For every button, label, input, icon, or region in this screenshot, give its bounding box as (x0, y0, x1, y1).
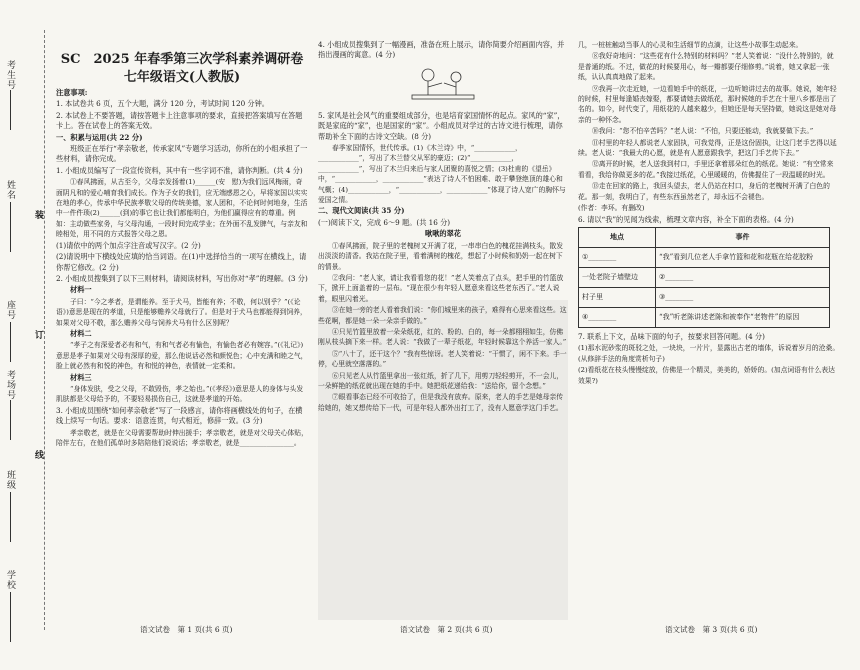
text-paragraph: 4. 小组成员搜集到了一幅漫画，准备在班上展示，请你简要介绍画面内容，并指出漫画的寓意。(4 分) (318, 40, 565, 60)
text-paragraph: 5. 家风是社会风气的重要组成部分，也是培育家国情怀的起点。家风的“家”，既是家庭的“家”，也是国家的“家”。小组成员对学过的古诗文进行梳理，请你帮助补全下面的古诗文空缺。(8 分) (318, 110, 565, 141)
school-label: 学校 (5, 570, 15, 590)
table-cell: ①________ (579, 247, 656, 267)
table-cell: 村子里 (579, 287, 656, 307)
seat-line (10, 322, 11, 362)
cartoon-illustration (408, 63, 478, 109)
page-1-column (56, 40, 308, 449)
page-footer-1: 语文试卷 第 1 页(共 6 页) (140, 625, 233, 634)
cut-mark-2: 订 (33, 330, 43, 340)
text-paragraph: 二、现代文阅读(共 35 分) (318, 206, 405, 216)
text-paragraph: ④只见竹篮里放着一朵朵纸花，红的、粉的、白的，每一朵都栩栩如生，仿佛刚从枝头摘下来一样。老人说：“我做了一辈子纸花，年轻时候靠这个养活一家人。” (318, 327, 567, 347)
sketch-stroke (444, 83, 456, 87)
text-paragraph: 材料二 (70, 328, 92, 338)
text-paragraph: 几，一桩桩触动当事人的心灵和生活细节的点滴，让这些小故事生动起来。 (578, 41, 803, 49)
table-cell: ④________ (579, 307, 656, 327)
text-paragraph: ⑨我再一次走近她，一边看她手中的纸花，一边听她讲过去的故事。她说，她年轻的时候，村里每逢婚丧嫁娶，都要请她去做纸花，那时候她的手艺在十里八乡都是出了名的。如今，时代变了，用纸花的人越来越少，但她还是每天坚持做，她说这是她对母亲的一种怀念。 (578, 84, 837, 124)
text-paragraph: “身体发肤，受之父母，不敢毁伤，孝之始也。”(《孝经》)意思是人的身体与头发肌肤都是父母给予的，不要轻易损伤自己，这就是孝道的开始。 (56, 384, 304, 404)
page-3-column (578, 40, 840, 387)
text-paragraph: 2. 本试卷上不要答题，请按答题卡上注意事项的要求，直接把答案填写在答题卡上。答在试卷上的答案无效。 (56, 110, 303, 131)
table-cell: “我”听老陈讲述老陈和被奉作“老物件”的原因 (656, 307, 830, 327)
text-paragraph: ②我问：“老人家，请让我看看您的花！”老人笑着点了点头，把手里的竹篮放下，掀开上面盖着的一层布。“现在很少有年轻人愿意来看这些老东西了。”老人说着，眼里闪着光。 (318, 273, 564, 303)
exam-no-label: 考生号 (5, 60, 15, 90)
page-footer-2: 语文试卷 第 2 页(共 6 页) (400, 625, 493, 634)
cut-mark-3: 线 (33, 450, 43, 460)
events-table (578, 227, 830, 328)
page-1-content (56, 88, 308, 448)
text-paragraph: ③在她一旁的老人看着我们说：“你们城里来的孩子，难得有心思来看这些。这些花啊，都是她一朵一朵亲手做的。” (318, 306, 567, 325)
text-paragraph: ⑩我问：“您不怕辛苦吗？”老人说：“不怕，只要还能动，我就要做下去。” (592, 127, 814, 136)
cut-mark-1: 装 (33, 210, 43, 220)
text-paragraph: ⑪村里的年轻人都说老人家固执，可我觉得，正是这份固执，让这门老手艺得以延续。老人说：“我最大的心愿，就是有人愿意跟我学，把这门手艺传下去。” (578, 138, 837, 158)
text-paragraph: ⑧我好奇地问：“这些花有什么特别的材料吗？”老人笑着说：“没什么特别的，就是普通的纸。不过，做花的时候要用心，每一瓣都要仔细修剪。”说着，她又拿起一张纸，认认真真地做了起来。 (578, 52, 834, 82)
table-header-cell: 地点 (579, 227, 656, 247)
cut-line (44, 30, 45, 630)
text-paragraph: 3. 小组成员围绕“如何孝亲敬老”写了一段感言，请你将画横线处的句子，在横线上续写一句话。要求：语意连贯，句式相近，修辞一致。(3 分) (56, 405, 303, 426)
text-paragraph: (2)看纸花在枝头慢慢绽放，仿佛是一个精灵，美美的，娇娇的。(加点词语有什么表达效果?) (578, 366, 835, 385)
text-paragraph: 子曰：“今之孝者，是谓能养。至于犬马，皆能有养；不敬，何以别乎？”(《论语》)意思是现在的孝道，只是能够赡养父母就行了。但是对于犬马也都能得到饲养，如果对父母不敬，那么赡养父母与饲养犬马有什么区别呢？ (56, 297, 307, 327)
text-paragraph: 材料一 (70, 285, 92, 295)
seat-label: 座号 (5, 300, 15, 320)
room-line (10, 400, 11, 440)
text-paragraph: 注意事项: (56, 88, 88, 97)
name-line (10, 202, 11, 252)
table-row (579, 307, 830, 327)
text-paragraph: 7. 联系上下文，品味下面的句子，按要求回答问题。(4 分) (578, 331, 765, 341)
school-line (10, 592, 11, 642)
page-3-content (578, 40, 840, 386)
text-paragraph: ⑦眼看事态已经不可收拾了，但是我没有放弃。原来，老人的手艺是她母亲传给她的，她又想传给下一代，可是年轻人都外出打工了，没有人愿意学这门手艺。 (318, 393, 564, 412)
text-paragraph: ⑥只见老人从竹篮里拿出一张红纸，折了几下，用剪刀轻轻剪开，不一会儿，一朵鲜艳的纸花就出现在她的手中。她把纸花递给我：“送给你，留个念想。” (318, 371, 564, 390)
table-header-cell: 事件 (656, 227, 830, 247)
text-paragraph: (作者：李环。有删改) (578, 204, 645, 213)
text-paragraph: ⑬走在回家的路上，我回头望去，老人仍站在村口，身后的老槐树开满了白色的花。那一刻，我明白了，有些东西虽然老了，却永远不会褪色。 (578, 182, 830, 201)
room-label: 考场号 (5, 370, 15, 400)
sketch-stroke (422, 69, 434, 81)
text-paragraph: 孝亲敬老，就是在父母需要帮助时伸出援手；孝亲敬老，就是对父母关心体贴，陪伴左右，在他们孤单时多陪陪他们说说话；孝亲敬老，就是________________。 (56, 428, 308, 447)
text-paragraph: 班级正在举行“孝亲敬老，传承家风”专题学习活动，你所在的小组承担了一些材料，请你完成。 (56, 144, 308, 164)
table-row (579, 287, 830, 307)
table-cell: ②________ (656, 267, 830, 287)
sketch-stroke (428, 83, 442, 87)
class-line (10, 492, 11, 542)
text-paragraph: 1. 本试卷共 6 页，五个大题，满分 120 分，考试时间 120 分钟。 (56, 99, 269, 109)
text-paragraph: (1)那水泥砂浆的斑驳之处，一块块，一片片，显露出古老的墙体，诉说着岁月的沧桑。(从修辞手法的角度赏析句子) (578, 344, 840, 363)
sketch-stroke (451, 72, 461, 82)
text-paragraph: ⑫离开的时候，老人送我到村口，手里还拿着那朵红色的纸花。她说：“有空常来看看，我给你做更多的花。”我接过纸花，心里暖暖的，仿佛握住了一段温暖的时光。 (578, 160, 834, 179)
text-paragraph: ①春风拂面，院子里的老槐树又开满了花，一串串白色的槐花挂满枝头，散发出淡淡的清香。我站在院子里，看着满树的槐花，想起了小时候和奶奶一起在树下的情景。 (318, 241, 564, 271)
text-paragraph: 1. 小组成员编写了一段宣传资料，其中有一些字词不准，请你判断。(共 4 分) (56, 165, 303, 175)
text-paragraph: 啾啾的翠花 (425, 229, 461, 239)
name-label: 姓名 (5, 180, 15, 200)
text-paragraph: ⑤“八十了，还干这个？”我有些惊讶。老人笑着说：“干惯了，闲不下来。手一停，心里就空落落的。” (318, 349, 567, 369)
text-paragraph: (1)请依中的两个加点字注音或写汉字。(2 分) (56, 240, 201, 250)
sketch-stroke (412, 95, 474, 99)
text-paragraph: ①春风拂面，从古至今，父母亲发扬着(1)______(安 慰)为我们远风梅雨，奇面阴凡和的爱心哺育我们成长。作为子女的我们，应无端感恩之心，早将家国以实实在地的孝心，传承中华民族孝敬父母的传统美德，家人团和，不论何时何地身，生活中一件件琐(2)______(到)的事它也让我们都能明白，为他们赢得应有的尊重。例如：主动做些家务，与父母沟通，一段时间完成学业；在外面不乱发脾气，与亲友和睦相处，用不同的方式报答父母之恩。 (56, 178, 308, 239)
text-paragraph: “孝子之有深爱者必有和气，有和气者必有愉色，有愉色者必有婉容。”(《礼记》)意思是孝子如果对父母有深厚的爱，那么他说话必然和颜悦色；心中充满和睦之气，脸上就必然有和悦的神色，有和悦的神色，表情就一定柔和。 (56, 341, 308, 371)
table-cell: “我”看到几位老人手拿竹篮和花和花瓶在给花胶粉 (656, 247, 830, 267)
table-cell: 一处老院子墙壁边 (579, 267, 656, 287)
exam-subtitle: 七年级语文(人教版) (123, 70, 241, 85)
text-paragraph: 春季家国情怀，世代传承。(1)《木兰诗》中，“____________，____________”，写出了木兰替父从军的豪迈；(2)“____________，____________”，写出了木兰归来后与家人团聚的喜悦之情；(3)杜甫的《望岳》中，“____________，____________”表达了诗人不怕困难、敢于攀登绝顶的雄心和气概；(4)____________，“____________，____________”体现了诗人宽广的胸怀与爱国之情。 (318, 144, 566, 205)
text-paragraph: 材料三 (70, 372, 92, 382)
table-row (579, 267, 830, 287)
text-paragraph: (一)阅读下文，完成 6～9 题。(共 16 分) (318, 217, 451, 227)
table-cell: ③________ (656, 287, 830, 307)
table-row (579, 247, 830, 267)
text-paragraph: 2. 小组成员搜集到了以下三则材料，请阅读材料，写出你对“孝”的理解。(3 分) (56, 273, 308, 283)
page-footer-3: 语文试卷 第 3 页(共 6 页) (665, 625, 758, 634)
reading-passage-shade (318, 300, 568, 620)
class-label: 班级 (5, 470, 15, 490)
text-paragraph: 一、积累与运用(共 22 分) (56, 132, 143, 142)
exam-title: SC 2025 年春季第三次学科素养调研卷 (60, 52, 304, 67)
text-paragraph: (2)请说明中下横线处应填的恰当词语。在(1)中选择恰当的一项写在横线上，请你帮它修改。(2 分) (56, 252, 307, 272)
exam-no-line (10, 90, 11, 130)
text-paragraph: 6. 请以“我”的见闻为线索，梳理文章内容，补全下面的表格。(4 分) (578, 214, 794, 224)
